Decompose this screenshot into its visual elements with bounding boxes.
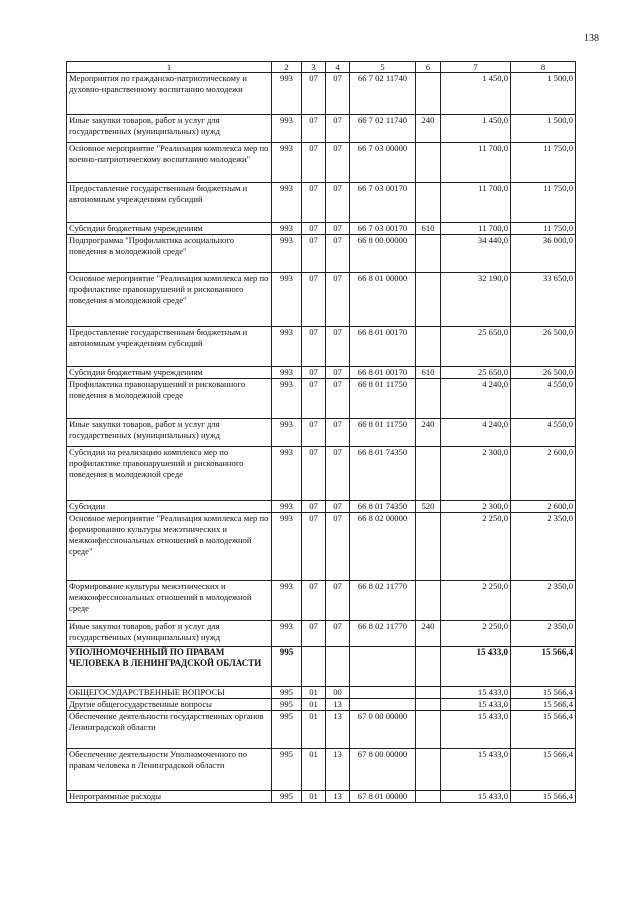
cell-vr (416, 791, 441, 803)
cell-sum1: 11 700,0 (441, 223, 511, 235)
cell-name: Основное мероприятие "Реализация комплекса мер по формированию культуры межэтнических и межконфессиональных отношений в молодежной среде" (67, 513, 272, 581)
cell-sum1: 4 240,0 (441, 379, 511, 419)
cell-rz: 07 (302, 235, 326, 273)
cell-csr (350, 699, 416, 711)
cell-sum2: 15 566,4 (511, 699, 576, 711)
cell-sum2: 36 000,0 (511, 235, 576, 273)
cell-sum1: 15 433,0 (441, 791, 511, 803)
cell-sum2: 11 750,0 (511, 223, 576, 235)
cell-vr (416, 711, 441, 749)
table-row (67, 235, 576, 273)
cell-vr (416, 379, 441, 419)
cell-csr: 66 8 01 00170 (350, 327, 416, 367)
cell-name: Профилактика правонарушений и рискованного поведения в молодежной среде (67, 379, 272, 419)
cell-rz: 01 (302, 711, 326, 749)
table-row (67, 379, 576, 419)
cell-vr (416, 327, 441, 367)
cell-rz: 01 (302, 749, 326, 791)
table-row (67, 581, 576, 621)
cell-vr (416, 513, 441, 581)
cell-sum1: 2 300,0 (441, 501, 511, 513)
cell-rz: 07 (302, 419, 326, 447)
cell-pr: 07 (326, 367, 350, 379)
cell-adm: 993 (272, 273, 302, 327)
cell-sum2: 15 566,4 (511, 791, 576, 803)
cell-csr: 66 8 02 11770 (350, 621, 416, 647)
header-cell-4: 4 (326, 62, 350, 73)
cell-adm: 995 (272, 791, 302, 803)
cell-adm: 995 (272, 647, 302, 687)
cell-rz: 07 (302, 183, 326, 223)
cell-pr: 13 (326, 711, 350, 749)
cell-vr (416, 273, 441, 327)
header-cell-8: 8 (511, 62, 576, 73)
cell-vr: 240 (416, 621, 441, 647)
cell-sum2: 26 500,0 (511, 327, 576, 367)
cell-name: УПОЛНОМОЧЕННЫЙ ПО ПРАВАМ ЧЕЛОВЕКА В ЛЕНИНГРАДСКОЙ ОБЛАСТИ (67, 647, 272, 687)
cell-csr: 66 7 03 00170 (350, 183, 416, 223)
cell-csr: 66 8 01 74350 (350, 501, 416, 513)
table-row (67, 73, 576, 115)
cell-name: Субсидии на реализацию комплекса мер по профилактике правонарушений и рискованного поведения в молодежной среде (67, 447, 272, 501)
cell-pr: 07 (326, 419, 350, 447)
cell-csr: 66 8 02 00000 (350, 513, 416, 581)
cell-rz: 07 (302, 143, 326, 183)
cell-vr (416, 447, 441, 501)
cell-sum1: 2 250,0 (441, 513, 511, 581)
header-cell-7: 7 (441, 62, 511, 73)
header-cell-3: 3 (302, 62, 326, 73)
table-row (67, 143, 576, 183)
cell-sum1: 15 433,0 (441, 749, 511, 791)
cell-rz: 07 (302, 327, 326, 367)
cell-vr (416, 143, 441, 183)
table-row (67, 273, 576, 327)
cell-pr: 07 (326, 73, 350, 115)
cell-csr: 66 8 00 00000 (350, 235, 416, 273)
table-row (67, 501, 576, 513)
cell-sum1: 15 433,0 (441, 699, 511, 711)
cell-adm: 995 (272, 749, 302, 791)
table-row (67, 647, 576, 687)
header-cell-6: 6 (416, 62, 441, 73)
cell-sum2: 1 500,0 (511, 115, 576, 143)
table-row (67, 419, 576, 447)
cell-csr: 66 7 03 00000 (350, 143, 416, 183)
cell-sum2: 4 550,0 (511, 419, 576, 447)
cell-vr (416, 581, 441, 621)
cell-sum1: 4 240,0 (441, 419, 511, 447)
cell-rz: 07 (302, 379, 326, 419)
cell-sum1: 2 250,0 (441, 581, 511, 621)
cell-sum2: 2 350,0 (511, 621, 576, 647)
cell-name: Субсидии бюджетным учреждениям (67, 223, 272, 235)
cell-name: Непрограммные расходы (67, 791, 272, 803)
cell-csr: 66 8 01 00170 (350, 367, 416, 379)
cell-sum1: 2 250,0 (441, 621, 511, 647)
cell-vr (416, 687, 441, 699)
cell-rz: 07 (302, 501, 326, 513)
cell-pr: 07 (326, 501, 350, 513)
table-row (67, 447, 576, 501)
cell-sum1: 15 433,0 (441, 687, 511, 699)
cell-name: Иные закупки товаров, работ и услуг для государственных (муниципальных) нужд (67, 419, 272, 447)
cell-sum2: 26 500,0 (511, 367, 576, 379)
cell-sum1: 25 650,0 (441, 367, 511, 379)
cell-csr (350, 647, 416, 687)
cell-name: Предоставление государственным бюджетным и автономным учреждениям субсидий (67, 183, 272, 223)
cell-sum2: 33 650,0 (511, 273, 576, 327)
table-row (67, 711, 576, 749)
cell-sum2: 15 566,4 (511, 647, 576, 687)
cell-adm: 993 (272, 143, 302, 183)
cell-rz: 07 (302, 513, 326, 581)
cell-csr (350, 687, 416, 699)
cell-sum2: 15 566,4 (511, 711, 576, 749)
cell-adm: 995 (272, 699, 302, 711)
cell-sum2: 2 350,0 (511, 581, 576, 621)
cell-adm: 993 (272, 501, 302, 513)
cell-rz: 01 (302, 699, 326, 711)
cell-sum2: 11 750,0 (511, 143, 576, 183)
cell-name: Субсидии (67, 501, 272, 513)
cell-csr: 67 8 01 00000 (350, 791, 416, 803)
cell-name: Иные закупки товаров, работ и услуг для государственных (муниципальных) нужд (67, 115, 272, 143)
cell-adm: 993 (272, 115, 302, 143)
cell-rz: 07 (302, 447, 326, 501)
cell-sum1: 11 700,0 (441, 183, 511, 223)
table-row (67, 183, 576, 223)
cell-pr: 13 (326, 699, 350, 711)
cell-pr: 07 (326, 143, 350, 183)
budget-table (66, 61, 576, 803)
cell-rz: 01 (302, 687, 326, 699)
cell-rz: 07 (302, 621, 326, 647)
cell-vr (416, 183, 441, 223)
cell-adm: 993 (272, 367, 302, 379)
cell-csr: 66 7 02 11740 (350, 115, 416, 143)
cell-sum1: 1 450,0 (441, 115, 511, 143)
table-row (67, 621, 576, 647)
cell-name: Иные закупки товаров, работ и услуг для государственных (муниципальных) нужд (67, 621, 272, 647)
cell-adm: 993 (272, 183, 302, 223)
cell-adm: 993 (272, 513, 302, 581)
cell-sum1: 34 440,0 (441, 235, 511, 273)
cell-adm: 993 (272, 379, 302, 419)
cell-pr: 07 (326, 447, 350, 501)
cell-vr: 240 (416, 115, 441, 143)
cell-rz (302, 647, 326, 687)
table-row (67, 513, 576, 581)
table-row (67, 791, 576, 803)
cell-pr: 07 (326, 183, 350, 223)
cell-name: Мероприятия по гражданско-патриотическому и духовно-нравственному воспитанию молодежи (67, 73, 272, 115)
cell-sum2: 15 566,4 (511, 687, 576, 699)
cell-sum1: 2 300,0 (441, 447, 511, 501)
header-cell-5: 5 (350, 62, 416, 73)
table-row (67, 327, 576, 367)
cell-vr: 520 (416, 501, 441, 513)
cell-vr (416, 647, 441, 687)
table-row (67, 367, 576, 379)
cell-name: ОБЩЕГОСУДАРСТВЕННЫЕ ВОПРОСЫ (67, 687, 272, 699)
cell-sum2: 15 566,4 (511, 749, 576, 791)
cell-rz: 01 (302, 791, 326, 803)
cell-csr: 66 7 02 11740 (350, 73, 416, 115)
table-row (67, 687, 576, 699)
cell-adm: 993 (272, 621, 302, 647)
cell-adm: 993 (272, 235, 302, 273)
cell-csr: 67 0 00 00000 (350, 711, 416, 749)
cell-rz: 07 (302, 581, 326, 621)
cell-rz: 07 (302, 273, 326, 327)
cell-sum2: 2 600,0 (511, 447, 576, 501)
cell-vr: 240 (416, 419, 441, 447)
cell-rz: 07 (302, 115, 326, 143)
header-cell-2: 2 (272, 62, 302, 73)
cell-vr (416, 749, 441, 791)
cell-csr: 66 8 01 00000 (350, 273, 416, 327)
cell-vr: 610 (416, 223, 441, 235)
cell-sum1: 15 433,0 (441, 647, 511, 687)
cell-name: Предоставление государственным бюджетным и автономным учреждениям субсидий (67, 327, 272, 367)
cell-name: Подпрограмма "Профилактика асоциального поведения в молодежной среде" (67, 235, 272, 273)
cell-adm: 993 (272, 419, 302, 447)
cell-csr: 66 8 01 74350 (350, 447, 416, 501)
cell-vr (416, 699, 441, 711)
cell-vr (416, 73, 441, 115)
cell-pr: 07 (326, 235, 350, 273)
cell-sum1: 25 650,0 (441, 327, 511, 367)
cell-sum2: 4 550,0 (511, 379, 576, 419)
cell-pr (326, 647, 350, 687)
cell-name: Основное мероприятие "Реализация комплекса мер по военно-патриотическому воспитанию молодежи" (67, 143, 272, 183)
cell-adm: 993 (272, 447, 302, 501)
cell-name: Другие общегосударственные вопросы (67, 699, 272, 711)
cell-vr: 610 (416, 367, 441, 379)
cell-sum1: 1 450,0 (441, 73, 511, 115)
cell-pr: 07 (326, 327, 350, 367)
table-row (67, 115, 576, 143)
cell-name: Формирование культуры межэтнических и межконфессиональных отношений в молодежной среде (67, 581, 272, 621)
cell-pr: 07 (326, 379, 350, 419)
cell-name: Обеспечение деятельности государственных органов Ленинградской области (67, 711, 272, 749)
cell-csr: 66 8 02 11770 (350, 581, 416, 621)
page-number: 138 (584, 33, 599, 44)
cell-name: Обеспечение деятельности Уполномоченного по правам человека в Ленинградской области (67, 749, 272, 791)
cell-sum2: 11 750,0 (511, 183, 576, 223)
table-row (67, 749, 576, 791)
cell-pr: 07 (326, 513, 350, 581)
cell-pr: 00 (326, 687, 350, 699)
cell-sum2: 1 500,0 (511, 73, 576, 115)
table-row (67, 699, 576, 711)
cell-adm: 993 (272, 73, 302, 115)
cell-sum2: 2 600,0 (511, 501, 576, 513)
cell-vr (416, 235, 441, 273)
cell-csr: 67 8 00 00000 (350, 749, 416, 791)
cell-rz: 07 (302, 73, 326, 115)
cell-pr: 07 (326, 223, 350, 235)
cell-csr: 66 8 01 11750 (350, 379, 416, 419)
cell-adm: 993 (272, 223, 302, 235)
cell-pr: 13 (326, 749, 350, 791)
cell-csr: 66 8 01 11750 (350, 419, 416, 447)
cell-sum1: 32 190,0 (441, 273, 511, 327)
cell-name: Основное мероприятие "Реализация комплекса мер по профилактике правонарушений и рискованного поведения в молодежной среде" (67, 273, 272, 327)
cell-rz: 07 (302, 367, 326, 379)
cell-sum1: 11 700,0 (441, 143, 511, 183)
cell-sum1: 15 433,0 (441, 711, 511, 749)
cell-pr: 07 (326, 273, 350, 327)
cell-pr: 07 (326, 581, 350, 621)
header-row (67, 62, 576, 73)
cell-adm: 993 (272, 581, 302, 621)
cell-pr: 07 (326, 115, 350, 143)
cell-adm: 995 (272, 711, 302, 749)
cell-sum2: 2 350,0 (511, 513, 576, 581)
cell-adm: 993 (272, 327, 302, 367)
table-row (67, 223, 576, 235)
header-cell-1: 1 (67, 62, 272, 73)
cell-pr: 13 (326, 791, 350, 803)
cell-name: Субсидии бюджетным учреждениям (67, 367, 272, 379)
cell-pr: 07 (326, 621, 350, 647)
cell-adm: 995 (272, 687, 302, 699)
cell-rz: 07 (302, 223, 326, 235)
cell-csr: 66 7 03 00170 (350, 223, 416, 235)
